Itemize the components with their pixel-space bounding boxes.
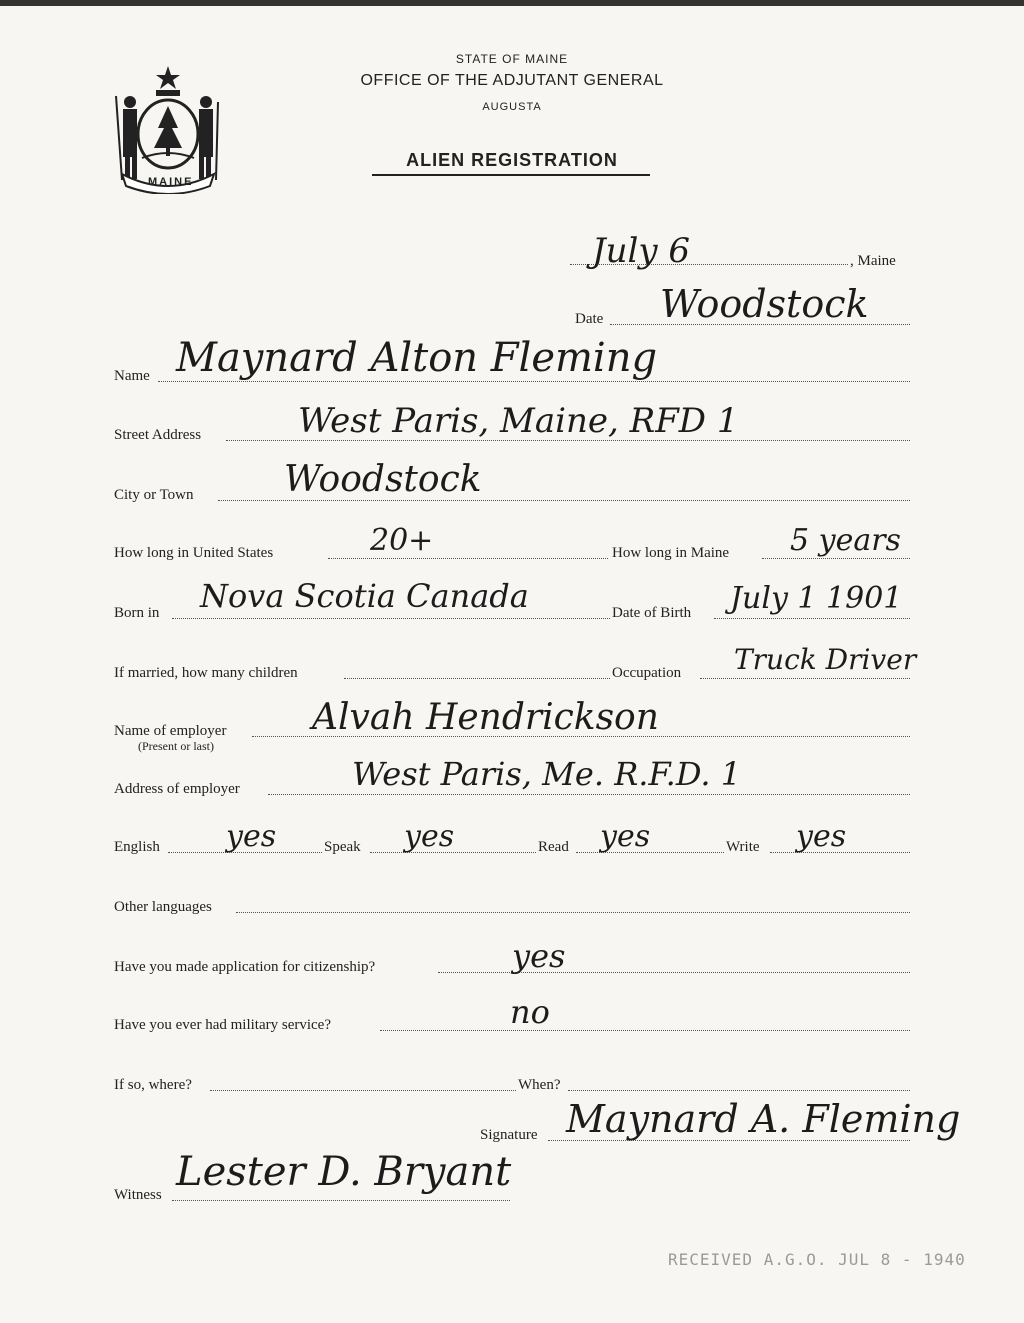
street-address-value: West Paris, Maine, RFD 1 [298,401,739,441]
speak-label: Speak [324,839,361,855]
citizenship-line [438,972,910,973]
header-office: OFFICE OF THE ADJUTANT GENERAL [360,72,664,89]
date-of-birth-line [714,618,910,619]
form-title-underline [372,174,650,176]
occupation-label: Occupation [612,665,682,681]
employer-name-value: Alvah Hendrickson [312,697,659,738]
how-long-us-line [328,558,608,559]
military-value: no [510,993,550,1031]
place-value: Woodstock [660,282,869,326]
occupation-value: Truck Driver [734,643,917,676]
occupation-line [700,678,910,679]
witness-line [172,1200,510,1201]
citizenship-value: yes [512,937,566,975]
date-of-birth-label: Date of Birth [612,605,692,621]
born-in-label: Born in [114,605,160,621]
header-state: STATE OF MAINE [455,52,569,66]
city-value: Woodstock [284,459,482,500]
other-languages-line [236,912,910,913]
city-line [218,500,910,501]
how-long-us-label: How long in United States [114,545,274,561]
other-languages-label: Other languages [114,899,212,915]
name-label: Name [114,368,150,384]
employer-address-line [268,794,910,795]
employer-address-value: West Paris, Me. R.F.D. 1 [352,755,742,793]
maine-seal-icon [112,62,224,194]
employer-name-sublabel: (Present or last) [138,739,214,753]
witness-value: Lester D. Bryant [176,1149,512,1195]
scan-edge [0,0,1024,6]
military-line [380,1030,910,1031]
english-label: English [114,839,160,855]
witness-label: Witness [114,1187,162,1203]
form-title: ALIEN REGISTRATION [406,150,618,170]
children-label: If married, how many children [114,665,298,681]
received-stamp: RECEIVED A.G.O. JUL 8 - 1940 [668,1250,966,1269]
date-value: July 6 [592,231,691,271]
military-label: Have you ever had military service? [114,1017,331,1033]
street-address-label: Street Address [114,427,202,443]
place-label: Date [575,311,604,327]
date-of-birth-value: July 1 1901 [730,581,903,616]
how-long-maine-value: 5 years [790,523,901,558]
signature-label: Signature [480,1127,538,1143]
employer-name-label: Name of employer [114,723,227,739]
children-line [344,678,610,679]
name-value: Maynard Alton Fleming [176,335,658,381]
signature-value: Maynard A. Fleming [566,1097,961,1141]
write-value: yes [796,819,847,854]
born-in-value: Nova Scotia Canada [200,577,529,615]
speak-value: yes [404,819,455,854]
how-long-maine-label: How long in Maine [612,545,730,561]
where-line [210,1090,516,1091]
header-city: AUGUSTA [482,101,542,113]
english-value: yes [226,819,277,854]
employer-address-label: Address of employer [114,781,240,797]
how-long-maine-line [762,558,910,559]
citizenship-label: Have you made application for citizenship? [114,959,376,975]
born-in-line [172,618,610,619]
where-label: If so, where? [114,1077,192,1093]
how-long-us-value: 20+ [370,523,434,558]
when-label: When? [518,1077,561,1093]
write-label: Write [726,839,760,855]
read-value: yes [600,819,651,854]
seal-banner-text: MAINE [148,176,194,188]
name-line [158,381,910,382]
when-line [568,1090,910,1091]
city-label: City or Town [114,487,194,503]
read-line [576,852,724,853]
date-state-suffix: , Maine [850,253,896,269]
read-label: Read [538,839,569,855]
